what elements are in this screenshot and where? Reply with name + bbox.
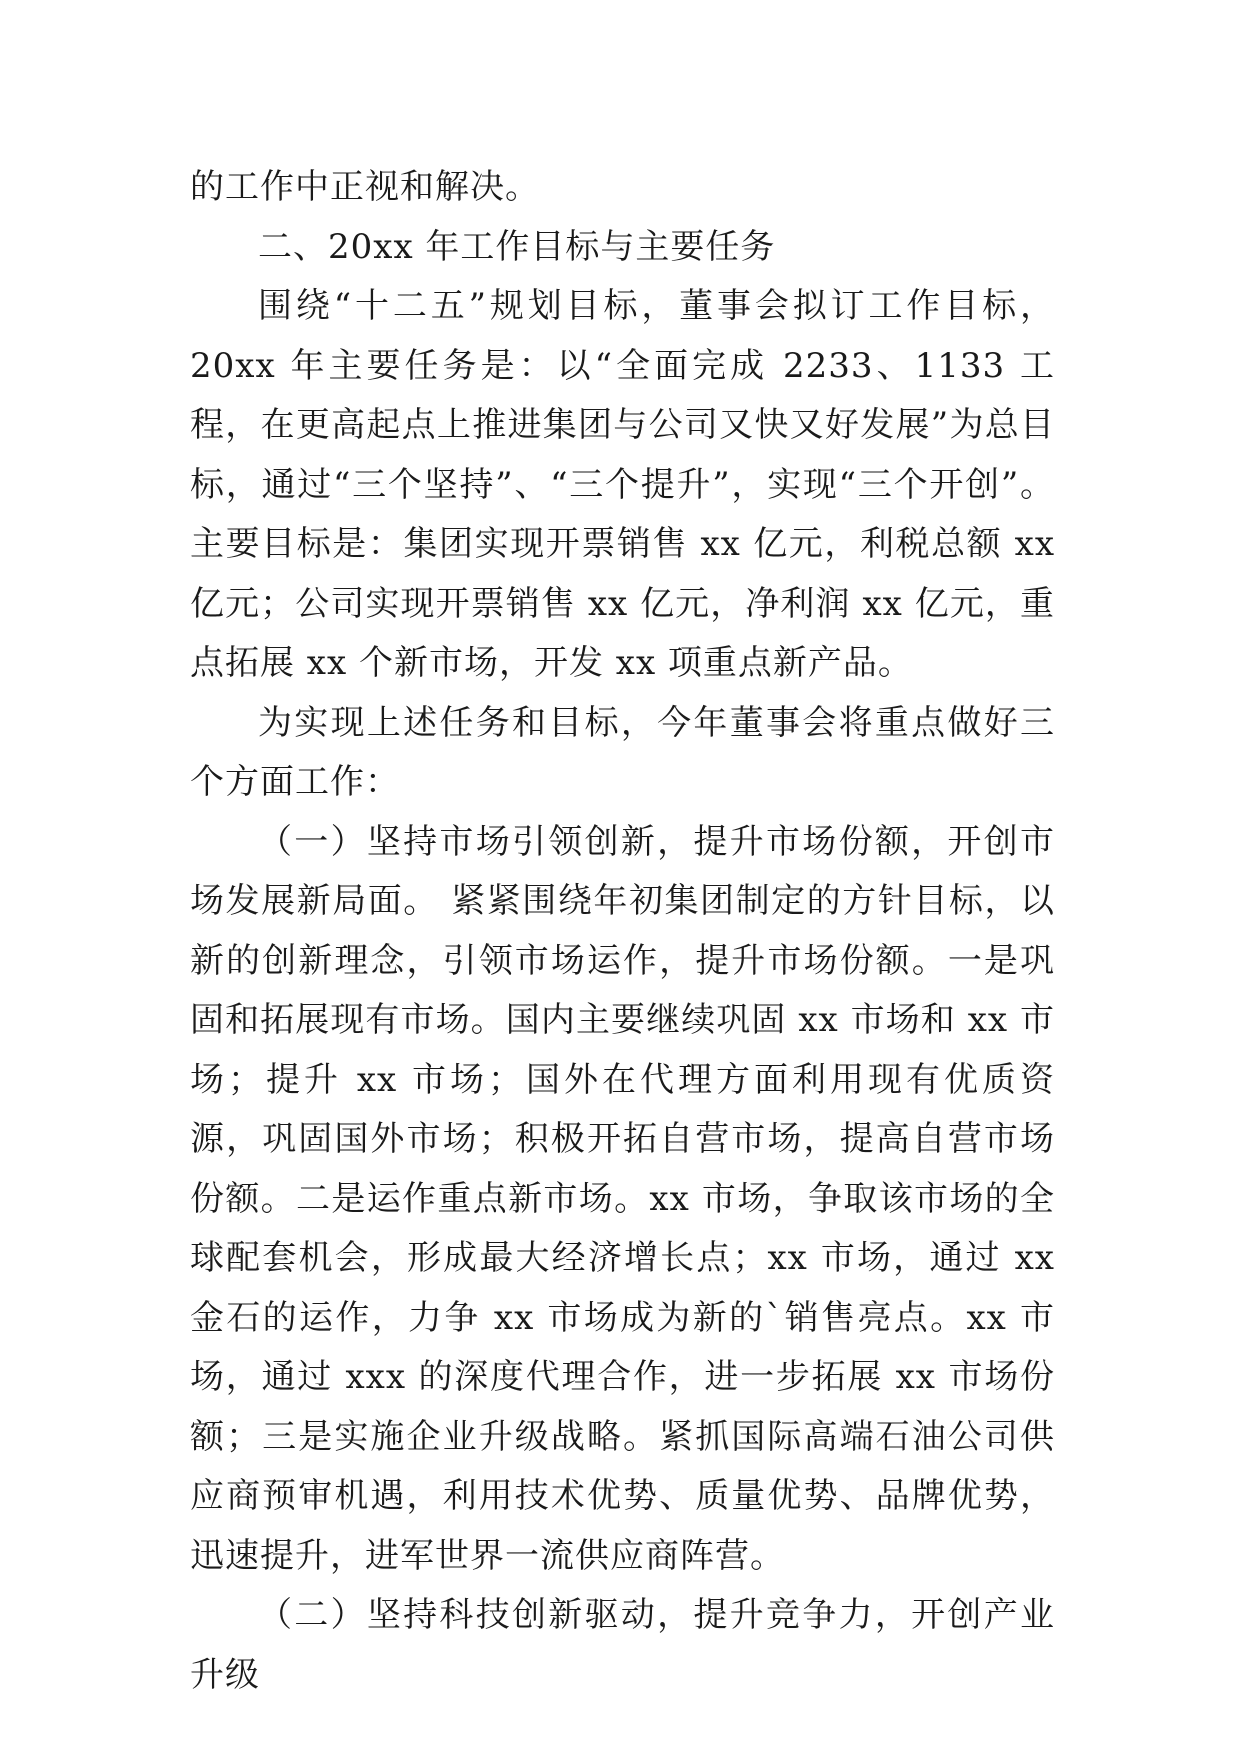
paragraph-intro-three-tasks: 为实现上述任务和目标，今年董事会将重点做好三个方面工作： [190, 702, 1055, 802]
section-heading-2: 二、20xx 年工作目标与主要任务 [258, 226, 776, 267]
paragraph-continuation: 的工作中正视和解决。 [190, 167, 540, 207]
paragraph-section-1-market: （一）坚持市场引领创新，提升市场份额，开创市场发展新局面。 紧紧围绕年初集团制定的方针目标，以新的创新理念，引领市场运作，提升市场份额。一是巩固和拓展现有市场。国内主要继续巩固 xx 市场和 xx 市场；提升 xx 市场；国外在代理方面利用现有优质资源，巩固国外市场；积极开拓自营市场，提高自营市场份额。二是运作重点新市场。xx 市场，争取该市场的全球配套机会，形成最大经济增长点；xx 市场，通过 xx 金石的运作，力争 xx 市场成为新的`销售亮点。xx 市场，通过 xxx 的深度代理合作，进一步拓展 xx 市场份额；三是实施企业升级战略。紧抓国际高端石油公司供应商预审机遇，利用技术优势、质量优势、品牌优势，迅速提升，进军世界一流供应商阵营。 [190, 821, 1055, 1576]
document-body [190, 158, 1055, 1705]
paragraph-goals: 围绕“十二五”规划目标，董事会拟订工作目标，20xx 年主要任务是：以“全面完成 2233、1133 工程，在更高起点上推进集团与公司又快又好发展”为总目标，通过“三个坚持”、“三个提升”，实现“三个开创”。主要目标是：集团实现开票销售 xx 亿元，利税总额 xx 亿元；公司实现开票销售 xx 亿元，净利润 xx 亿元，重点拓展 xx 个新市场，开发 xx 项重点新产品。 [190, 286, 1055, 683]
paragraph-section-2-technology: （二）坚持科技创新驱动，提升竞争力，开创产业升级 [190, 1595, 1055, 1695]
